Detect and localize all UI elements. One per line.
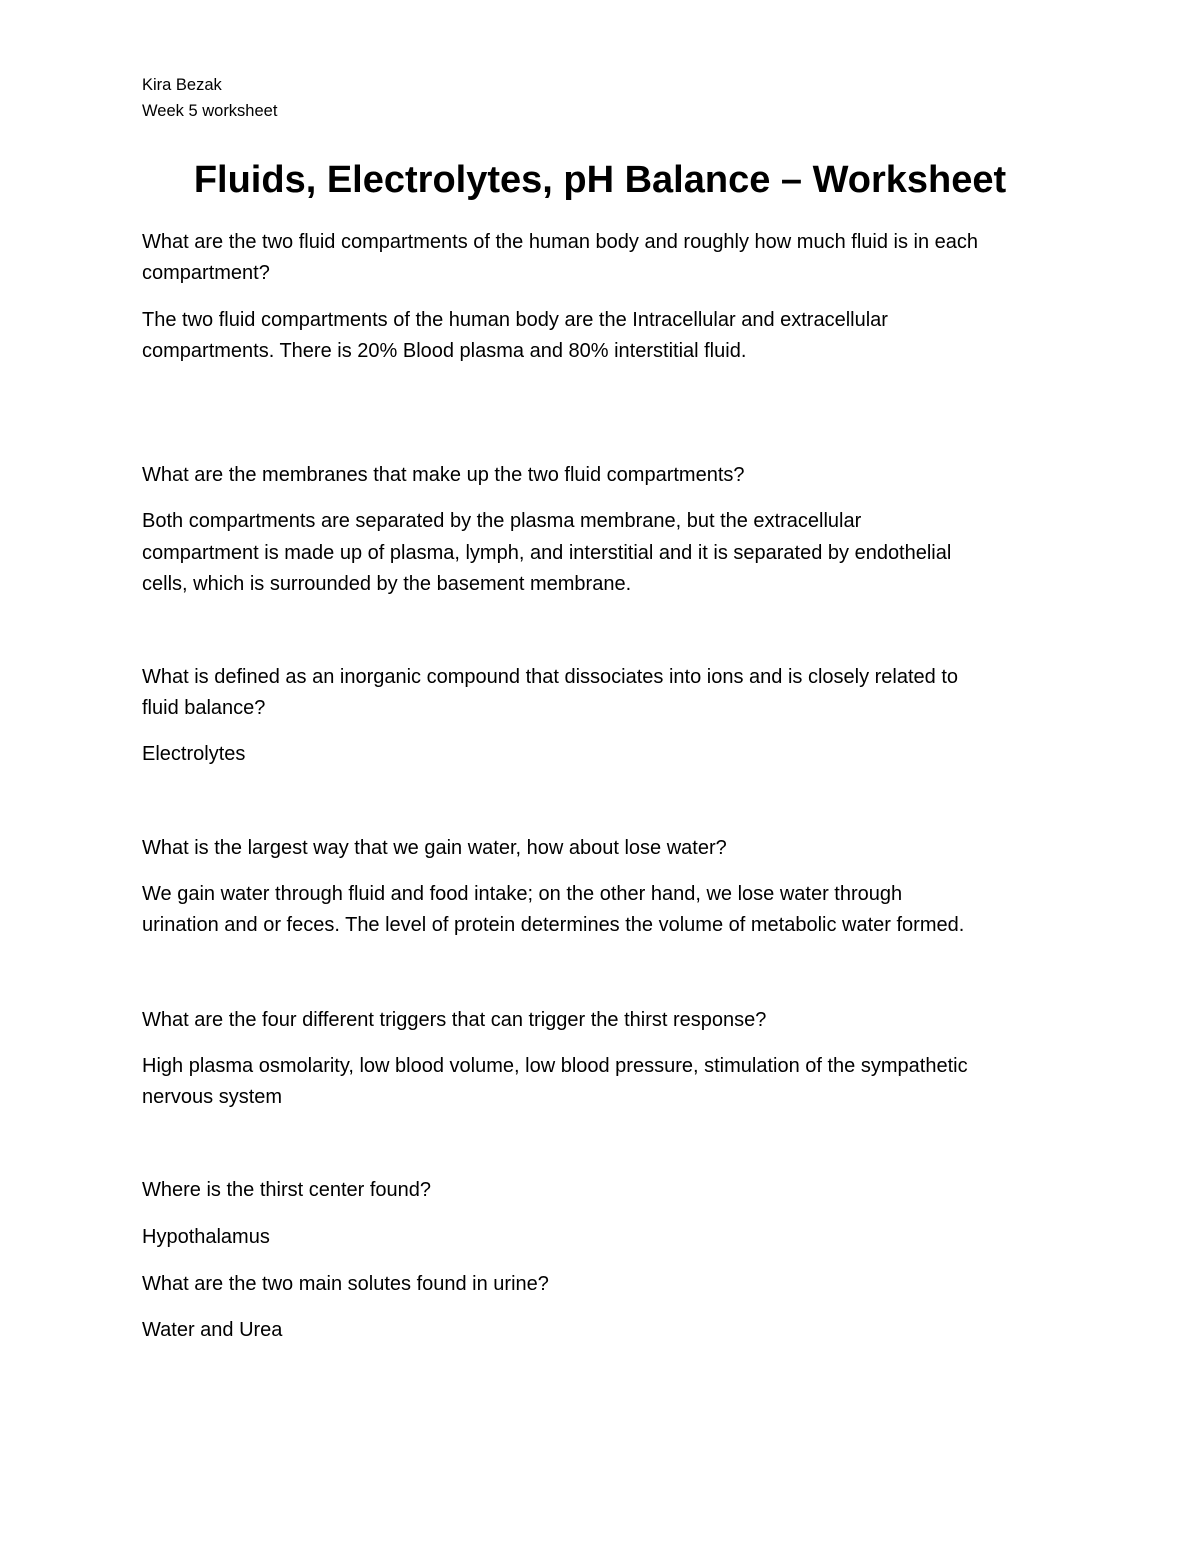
question-3-line-1: What is defined as an inorganic compound that dissociates into ions and is closely related to [142,666,959,688]
page-title: Fluids, Electrolytes, pH Balance – Worksheet [193,159,1007,201]
question-4-line-1: What is the largest way that we gain water, how about lose water? [142,837,727,859]
answer-2-line-2: compartment is made up of plasma, lymph, and interstitial and it is separated by endothelial [142,542,952,564]
answer-5-line-2: nervous system [142,1086,283,1108]
question-1-line-2: compartment? [142,262,270,284]
question-3-line-2: fluid balance? [142,697,266,719]
answer-4-line-2: urination and or feces. The level of protein determines the volume of metabolic water formed. [142,914,965,936]
answer-1-line-1: The two fluid compartments of the human body are the Intracellular and extracellular [142,309,888,331]
document-subtitle: Week 5 worksheet [142,102,278,120]
answer-3-line-1: Electrolytes [142,743,246,765]
answer-4-line-1: We gain water through fluid and food intake; on the other hand, we lose water through [142,883,903,905]
answer-6-line-1: Hypothalamus [142,1226,270,1248]
question-6-line-1: Where is the thirst center found? [142,1179,432,1201]
question-7-line-1: What are the two main solutes found in urine? [142,1273,549,1295]
answer-2-line-1: Both compartments are separated by the plasma membrane, but the extracellular [142,510,862,532]
answer-7-line-1: Water and Urea [142,1319,283,1341]
question-1-line-1: What are the two fluid compartments of the human body and roughly how much fluid is in each [142,231,979,253]
answer-5-line-1: High plasma osmolarity, low blood volume, low blood pressure, stimulation of the sympathetic [142,1055,968,1077]
answer-1-line-2: compartments. There is 20% Blood plasma and 80% interstitial fluid. [142,340,747,362]
answer-2-line-3: cells, which is surrounded by the basement membrane. [142,573,632,595]
question-2-line-1: What are the membranes that make up the two fluid compartments? [142,464,745,486]
author-name: Kira Bezak [142,76,222,94]
question-5-line-1: What are the four different triggers that can trigger the thirst response? [142,1009,767,1031]
